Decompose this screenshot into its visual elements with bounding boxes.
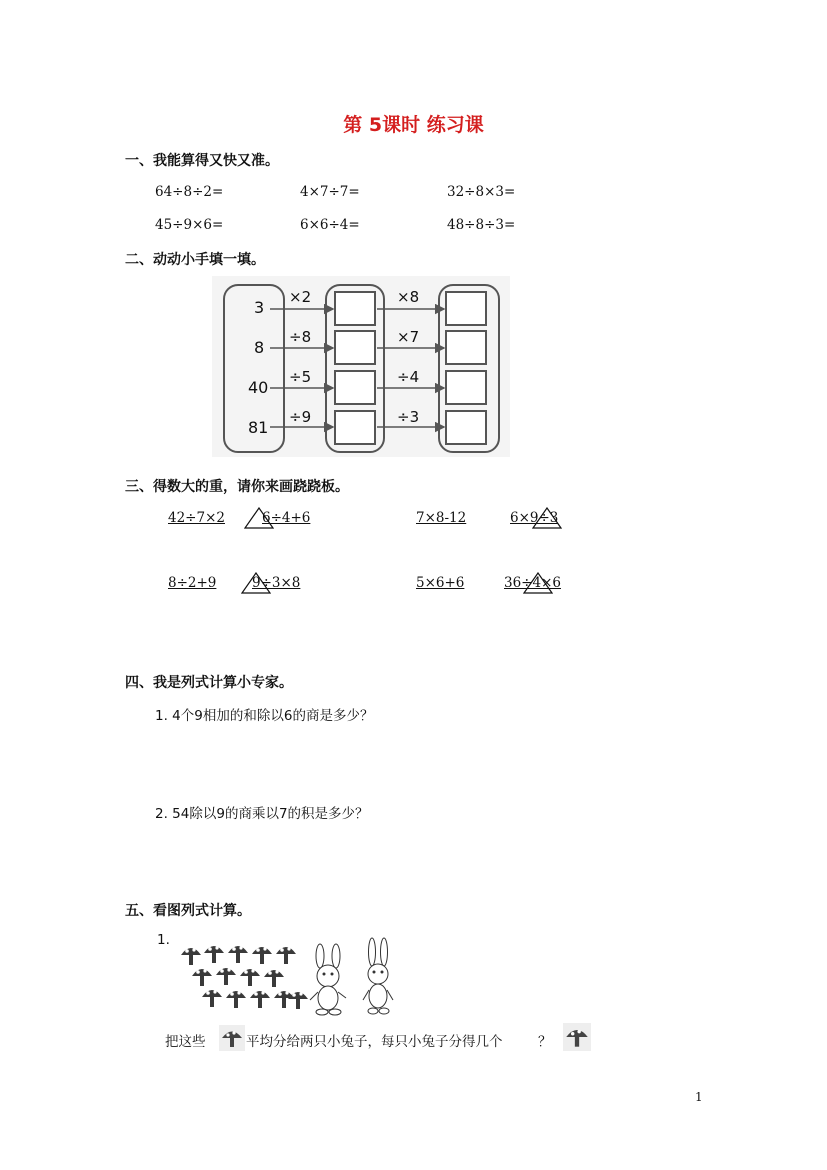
mushroom-icon [275, 942, 297, 966]
question-1: 1. 4个9相加的和除以6的商是多少？ [155, 708, 374, 724]
start-number: 40 [248, 378, 269, 397]
exercise-1-4: 45÷9×6= [155, 217, 224, 233]
answer-box[interactable] [446, 292, 486, 325]
seesaw-right-expression: 36÷4×6 [504, 575, 561, 591]
answer-box[interactable] [446, 371, 486, 404]
exercise-1-1: 64÷8÷2= [155, 184, 224, 200]
second-operation: ×7 [397, 328, 420, 346]
first-operation: ÷8 [289, 328, 312, 346]
fill-in-diagram [212, 276, 510, 457]
page-number: 1 [695, 1090, 703, 1104]
seesaw-right-expression: 9÷3×8 [252, 575, 301, 591]
question-text-start: 把这些 [165, 1034, 206, 1050]
answer-box[interactable] [335, 331, 375, 364]
mushroom-icon [251, 942, 273, 966]
exercise-1-6: 48÷8÷3= [447, 217, 516, 233]
start-number: 3 [254, 298, 265, 317]
question-2: 2. 54除以9的商乘以7的积是多少？ [155, 806, 369, 822]
section4-heading: 四、我是列式计算小专家。 [125, 675, 293, 691]
question-mark: ？ [538, 1034, 552, 1050]
seesaw-left-expression: 7×8-12 [416, 510, 467, 526]
second-operation: ÷4 [397, 368, 420, 386]
rabbit-icon [360, 936, 396, 1018]
mushroom-icon [563, 1023, 591, 1051]
seesaw-right-expression: 6÷4+6 [262, 510, 311, 526]
answer-box[interactable] [335, 371, 375, 404]
section1-heading: 一、我能算得又快又准。 [125, 153, 279, 169]
seesaw-left-expression: 8÷2+9 [168, 575, 217, 591]
mushroom-icon [219, 1025, 245, 1051]
seesaw-left-expression: 5×6+6 [416, 575, 465, 591]
second-operation: ÷3 [397, 408, 420, 426]
mushroom-group [175, 938, 315, 1020]
exercise-1-5: 6×6÷4= [300, 217, 360, 233]
seesaw-icon [523, 572, 553, 594]
mushroom-icon [215, 963, 237, 987]
mushroom-icon [203, 941, 225, 965]
mushroom-icon [227, 941, 249, 965]
seesaw-icon [241, 572, 271, 594]
item-number: 1. [157, 932, 170, 948]
section5-heading: 五、看图列式计算。 [125, 903, 251, 919]
answer-box[interactable] [335, 292, 375, 325]
first-operation: ×2 [289, 288, 312, 306]
start-number: 81 [248, 418, 269, 437]
page-title: 第 5课时 练习课 [343, 114, 484, 136]
section3-heading: 三、得数大的重，请你来画跷跷板。 [125, 479, 349, 495]
seesaw-right-expression: 6×9÷3 [510, 510, 559, 526]
second-operation: ×8 [397, 288, 420, 306]
seesaw-icon [244, 507, 274, 529]
first-operation: ÷9 [289, 408, 312, 426]
seesaw-left-expression: 42÷7×2 [168, 510, 225, 526]
mushroom-icon [225, 986, 247, 1010]
mushroom-icon [239, 964, 261, 988]
question-text-middle: 平均分给两只小兔子，每只小兔子分得几个 [246, 1034, 503, 1050]
answer-box[interactable] [446, 411, 486, 444]
exercise-1-3: 32÷8×3= [447, 184, 516, 200]
mushroom-icon [249, 986, 271, 1010]
answer-box[interactable] [335, 411, 375, 444]
section2-heading: 二、动动小手填一填。 [125, 252, 265, 268]
answer-box[interactable] [446, 331, 486, 364]
start-number: 8 [254, 338, 265, 357]
mushroom-icon [287, 987, 309, 1011]
exercise-1-2: 4×7÷7= [300, 184, 360, 200]
mushroom-icon [201, 985, 223, 1009]
first-operation: ÷5 [289, 368, 312, 386]
seesaw-icon [532, 507, 562, 529]
rabbit-icon [308, 942, 350, 1018]
